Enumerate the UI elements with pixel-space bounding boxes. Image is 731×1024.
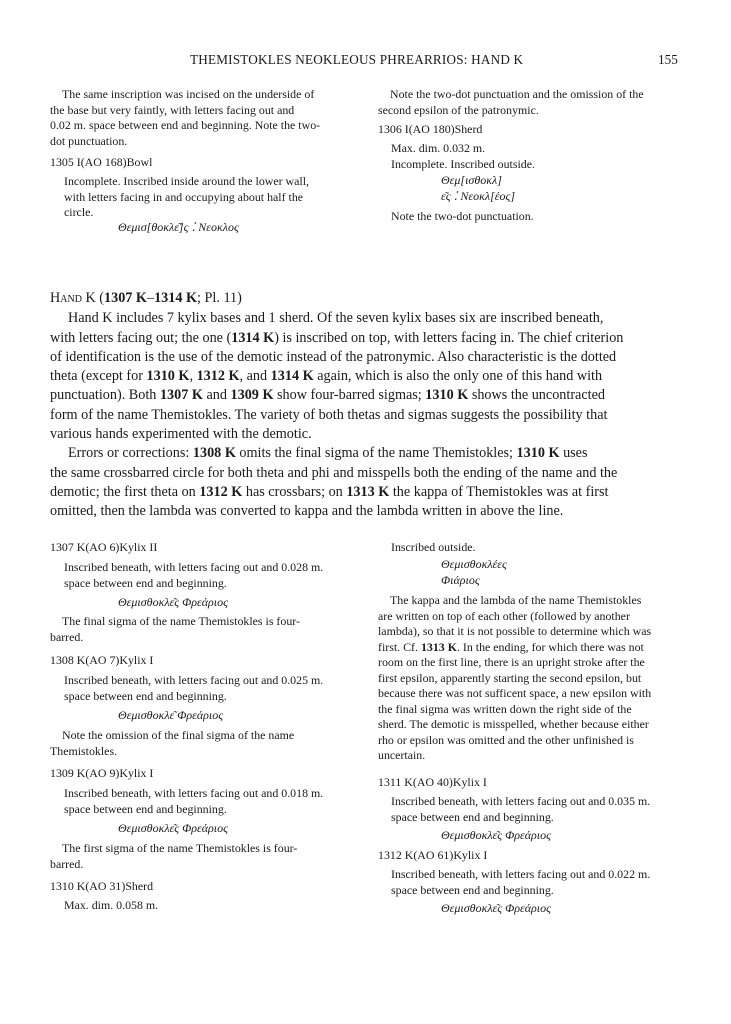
entry-heading-1310 [50, 879, 153, 895]
text-line: The same inscription was incised on the underside of [62, 87, 315, 101]
text-line: Inscribed beneath, with letters facing out and 0.018 m. [64, 786, 324, 800]
entry-1308-desc [64, 673, 357, 704]
catalogue-ref: 1312 K [196, 368, 240, 385]
text-line: The first sigma of the name Themistokles is four- [62, 841, 298, 855]
text-line: space between end and beginning. [64, 688, 227, 703]
text-line: Inscribed beneath, with letters facing out and 0.035 m. [391, 794, 651, 808]
entry-heading-1306 [378, 122, 482, 138]
text-line: are written on top of each other (followed by another [378, 608, 630, 623]
entry-number: 1307 K [50, 540, 86, 554]
entry-type: Kylix II [119, 540, 158, 554]
text-line: second epsilon of the patronymic. [378, 102, 539, 117]
greek-inscription-1306-line2: ε͂ς ⁚ Νεοκλ[έος] [441, 189, 516, 203]
text-line: The kappa and the lambda of the name Themistokles [390, 593, 642, 607]
greek-inscription-1307: Θεμισθοκλε͂ς Φρεάριος [118, 595, 229, 609]
catalogue-ref: 1310 K [516, 445, 560, 462]
text-line: lambda), so that it is not possible to determine which was [378, 624, 652, 638]
text-line: circle. [64, 205, 94, 219]
entry-number: 1306 I [378, 122, 409, 136]
text-line: Incomplete. Inscribed outside. [391, 156, 535, 171]
text-line: barred. [50, 856, 84, 871]
text-line: rho or epsilon was omitted and the other unfinished is [378, 732, 634, 747]
greek-inscription-1306-line1: Θεμ[ισθοκλ] [441, 173, 502, 187]
entry-1305-desc [64, 174, 357, 221]
greek-inscription-1310-line2: Φιάριος [441, 573, 480, 587]
entry-1308-note [50, 728, 357, 759]
entry-heading-1307 [50, 540, 157, 556]
text-line: dot punctuation. [50, 133, 128, 148]
text-line: space between end and beginning. [391, 809, 554, 824]
entry-number: 1305 I [50, 155, 81, 169]
entry-number: 1311 K [378, 775, 413, 789]
text-line: uncertain. [378, 748, 426, 762]
catalogue-ref: 1309 K [230, 387, 274, 404]
text-line: Incomplete. Inscribed inside around the lower wall, [64, 174, 310, 188]
running-title: THEMISTOKLES NEOKLEOUS PHREARRIOS: HAND K [190, 52, 524, 67]
greek-inscription-1310-line1: Θεμισθοκλέες [441, 557, 507, 571]
entry-1309-desc [64, 786, 357, 817]
section-para-2 [50, 444, 682, 521]
greek-inscription-1305: Θεμισ[θοκλε͂]ς ⁚ Νεοκλος [118, 220, 239, 234]
entry-number: 1310 K [50, 879, 86, 893]
section-heading [50, 289, 682, 308]
entry-ao: (AO 31) [85, 879, 126, 893]
text-line: The final sigma of the name Themistokles is four- [62, 614, 300, 628]
text-line: space between end and beginning. [64, 801, 227, 816]
text-line: Max. dim. 0.032 m. [391, 141, 486, 155]
text-line: the same crossbarred circle for both theta and phi and misspells both the ending of the name and the [50, 464, 618, 481]
entry-type: Bowl [126, 155, 153, 169]
text-line: sherd. The demotic is misspelled, whether because either [378, 717, 649, 731]
greek-inscription-1312: Θεμισθοκλε͂ς Φρεάριος [441, 901, 552, 915]
text-line: Inscribed beneath, with letters facing out and 0.028 m. [64, 560, 324, 574]
catalogue-ref: 1308 K [192, 445, 236, 462]
text-line: the final sigma was written down the right side of the [378, 701, 632, 716]
entry-1307-note [50, 614, 357, 645]
entry-heading-1309 [50, 766, 153, 782]
top-left-para [50, 87, 357, 149]
text-line: Note the omission of the final sigma of the name [62, 728, 295, 742]
text-line: Errors or corrections: 1308 K omits the final sigma of the name Themistokles; 1310 K uses [68, 445, 588, 462]
entry-1306-desc [391, 141, 681, 172]
entry-ao: (AO 168) [80, 155, 127, 169]
text-line: space between end and beginning. [64, 575, 227, 590]
catalogue-ref: 1312 K [199, 483, 243, 500]
greek-inscription-1309: Θεμισθοκλε͂ς Φρεάριος [118, 821, 229, 835]
entry-type: Kylix I [453, 848, 488, 862]
entry-1310-dim: Max. dim. 0.058 m. [64, 898, 159, 912]
text-line: demotic; the first theta on 1312 K has crossbars; on 1313 K the kappa of Themistokles was at first [50, 483, 609, 500]
entry-type: Kylix I [452, 775, 487, 789]
text-line: with letters facing in and occupying about half the [64, 189, 304, 204]
text-line: the base but very faintly, with letters facing out and [50, 102, 295, 117]
section-para-1 [50, 309, 682, 444]
catalogue-ref: 1314 K [154, 290, 198, 306]
text-line: first. Cf. 1313 K. In the ending, for which there was not [378, 639, 644, 654]
text-line: space between end and beginning. [391, 882, 554, 897]
entry-type: Kylix I [119, 653, 154, 667]
heading-range: (1307 K–1314 K; Pl. 11) [95, 290, 242, 306]
text-line: Hand K includes 7 kylix bases and 1 sherd. Of the seven kylix bases six are inscribed beneath, [68, 310, 604, 327]
text-line: room on the first line, there is an upright stroke after the [378, 655, 645, 669]
entry-type: Sherd [125, 879, 154, 893]
catalogue-ref: 1313 K [346, 483, 390, 500]
catalogue-ref: 1314 K [270, 368, 314, 385]
page-number: 155 [658, 52, 678, 67]
catalogue-ref: 1310 K [425, 387, 469, 404]
catalogue-ref: 1314 K [231, 329, 275, 346]
text-line: various hands experimented with the demotic. [50, 426, 312, 443]
entry-1310-desc: Inscribed outside. [391, 540, 476, 554]
entry-ao: (AO 180) [408, 122, 455, 136]
text-line: Inscribed beneath, with letters facing out and 0.025 m. [64, 673, 324, 687]
text-line: because there was not sufficent space, a new epsilon with [378, 686, 652, 700]
entry-1311-desc [391, 794, 681, 825]
text-line: barred. [50, 629, 84, 644]
entry-heading-1305 [50, 155, 152, 171]
text-line: Themistokles. [50, 743, 118, 758]
text-line: theta (except for 1310 K, 1312 K, and 1314 K again, which is also the only one of this hand with [50, 368, 603, 385]
catalogue-ref: 1313 K [420, 639, 457, 654]
entry-ao: (AO 7) [85, 653, 120, 667]
text-line: first epsilon, apparently starting the second epsilon, but [378, 670, 642, 685]
catalogue-ref: 1307 K [159, 387, 203, 404]
text-line: form of the name Themistokles. The variety of both thetas and sigmas suggests the possibility that [50, 406, 608, 423]
text-line: punctuation). Both 1307 K and 1309 K show four-barred sigmas; 1310 K shows the uncontracted [50, 387, 605, 404]
running-header [0, 52, 731, 72]
text-line: 0.02 m. space between end and beginning. Note the two- [50, 118, 321, 132]
text-line: with letters facing out; the one (1314 K) is inscribed on top, with letters facing in. The chief criterion [50, 329, 624, 346]
entry-ao: (AO 6) [85, 540, 120, 554]
entry-type: Kylix I [119, 766, 154, 780]
catalogue-ref: 1307 K [104, 290, 147, 306]
entry-heading-1312 [378, 848, 487, 864]
text-line: of identification is the use of the demotic instead of the patronymic. Also characteristic is the dotted [50, 348, 617, 365]
entry-ao: (AO 9) [85, 766, 120, 780]
entry-1306-note: Note the two-dot punctuation. [391, 209, 534, 223]
entry-number: 1308 K [50, 653, 86, 667]
top-right-note [378, 87, 681, 118]
entry-ao: (AO 61) [413, 848, 454, 862]
heading-small-caps: Hand K [50, 290, 96, 306]
section-hand-k [50, 289, 682, 522]
text-line: omitted, then the lambda was converted to kappa and the lambda written in above the line. [50, 503, 564, 520]
entry-heading-1311 [378, 775, 487, 791]
text-line: Note the two-dot punctuation and the omission of the [390, 87, 644, 101]
catalogue-ref: 1310 K [146, 368, 190, 385]
greek-inscription-1311: Θεμισθοκλε͂ς Φρεάριος [441, 828, 552, 842]
entry-1312-desc [391, 867, 681, 898]
entry-type: Sherd [454, 122, 483, 136]
entry-number: 1309 K [50, 766, 86, 780]
greek-inscription-1308: Θεμισθοκλε͂ Φρεάριος [118, 708, 224, 722]
entry-heading-1308 [50, 653, 153, 669]
entry-1310-note [378, 593, 681, 764]
text-line: Inscribed beneath, with letters facing out and 0.022 m. [391, 867, 651, 881]
entry-1307-desc [64, 560, 357, 591]
entry-number: 1312 K [378, 848, 414, 862]
entry-1309-note [50, 841, 357, 872]
entry-ao: (AO 40) [412, 775, 453, 789]
